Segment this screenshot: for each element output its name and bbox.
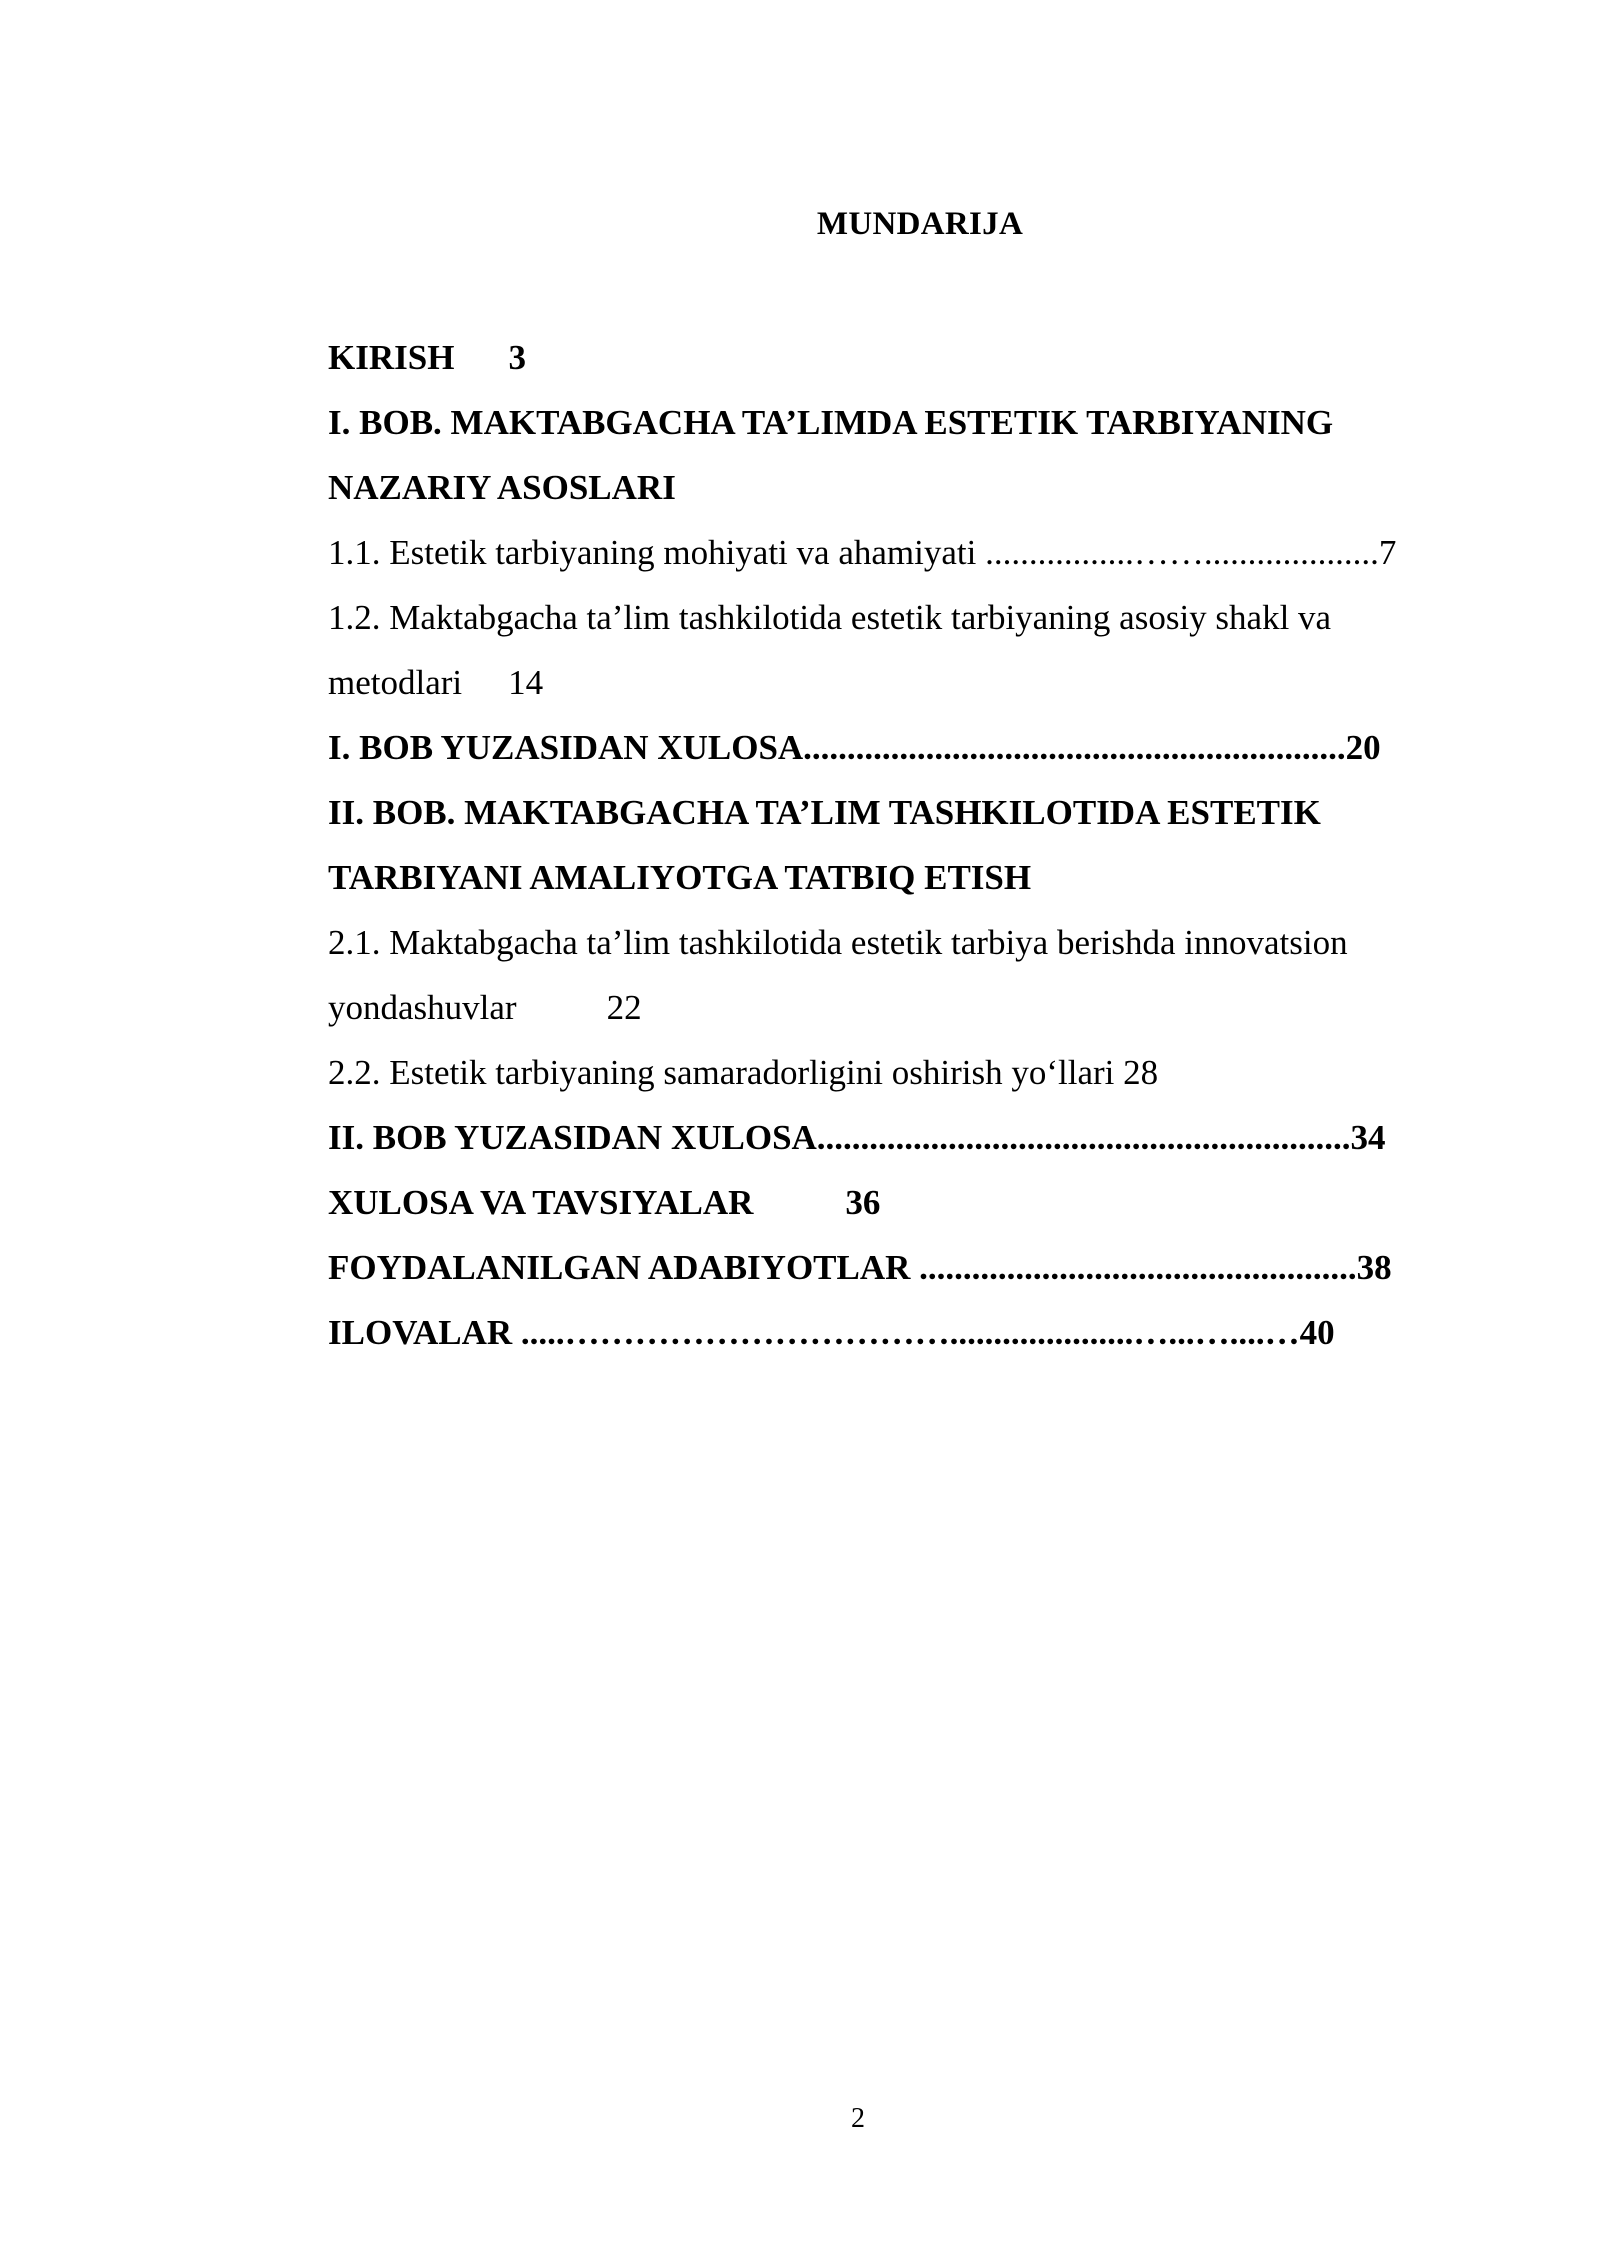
toc-chapter-1-heading-line-1: I. BOB. MAKTABGACHA TA’LIMDA ESTETIK TARBIYANING (328, 403, 1334, 442)
toc-entry-kirish (328, 333, 1488, 398)
toc-entry-conclusions (328, 1178, 1488, 1243)
toc-entry-1-1: 1.1. Estetik tarbiyaning mohiyati va ahamiyati .................……....................7 (328, 533, 1397, 572)
toc-entry-label: yondashuvlar (328, 988, 517, 1027)
toc-entry-chapter-2-conclusion: II. BOB YUZASIDAN XULOSA.............................................................34 (328, 1118, 1386, 1157)
page-number: 2 (851, 2103, 865, 2134)
table-of-contents (328, 333, 1488, 1373)
toc-entry-appendices: ILOVALAR .....…………………………….....................…...…....…40 (328, 1313, 1335, 1352)
toc-entry-1-2-line-2 (328, 658, 1488, 723)
toc-entry-references: FOYDALANILGAN ADABIYOTLAR ..................................................38 (328, 1248, 1392, 1287)
toc-title: MUNDARIJA (816, 206, 1024, 242)
toc-entry-label: metodlari (328, 663, 463, 702)
toc-entry-2-2: 2.2. Estetik tarbiyaning samaradorligini oshirish yo‘llari 28 (328, 1053, 1159, 1092)
toc-entry-page: 22 (606, 988, 642, 1027)
toc-entry-label: XULOSA VA TAVSIYALAR (328, 1183, 754, 1222)
toc-entry-page: 14 (508, 663, 544, 702)
toc-entry-2-1-line-1: 2.1. Maktabgacha ta’lim tashkilotida estetik tarbiya berishda innovatsion (328, 923, 1348, 962)
toc-entry-page: 36 (845, 1183, 881, 1222)
toc-entry-page: 3 (508, 338, 526, 377)
toc-entry-chapter-1-conclusion: I. BOB YUZASIDAN XULOSA..............................................................20 (328, 728, 1381, 767)
toc-chapter-1-heading-line-2: NAZARIY ASOSLARI (328, 468, 676, 507)
toc-entry-1-2-line-1: 1.2. Maktabgacha ta’lim tashkilotida estetik tarbiyaning asosiy shakl va (328, 598, 1332, 637)
toc-chapter-2-heading-line-1: II. BOB. MAKTABGACHA TA’LIM TASHKILOTIDA ESTETIK (328, 793, 1321, 832)
toc-entry-2-1-line-2 (328, 983, 1488, 1048)
toc-chapter-2-heading-line-2: TARBIYANI AMALIYOTGA TATBIQ ETISH (328, 858, 1032, 897)
toc-entry-label: KIRISH (328, 338, 455, 377)
